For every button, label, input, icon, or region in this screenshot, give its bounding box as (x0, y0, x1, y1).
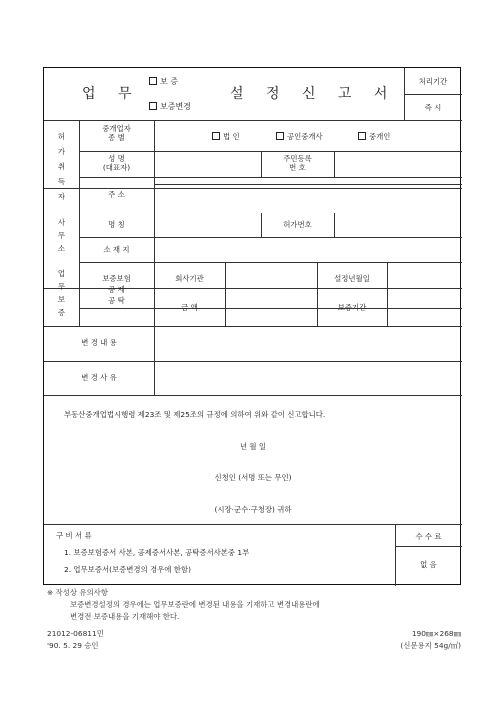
row-divider (44, 395, 462, 396)
fee-value: 없 음 (420, 560, 437, 569)
section-char: 보 (57, 295, 66, 304)
row-divider (79, 262, 462, 263)
section-char: 허 (57, 132, 66, 141)
section-applicant (44, 129, 79, 204)
col-divider (317, 262, 318, 326)
section-char: 무 (57, 282, 66, 291)
row-divider (395, 546, 462, 547)
type-option-realtor[interactable] (276, 132, 323, 141)
option-bojeung[interactable] (149, 77, 178, 87)
section-char: 득 (57, 177, 66, 186)
address-label: 주 소 (108, 190, 125, 199)
col-divider (154, 120, 155, 395)
location-label: 소 재 지 (103, 245, 130, 254)
org-label: 회사기관 (175, 274, 204, 283)
option-label: 중개인 (369, 132, 391, 141)
form-code: 21012-06811민 (47, 629, 104, 638)
notes-heading: ※ 작성상 유의사항 (47, 588, 108, 597)
type-option-corp[interactable] (212, 132, 240, 141)
option-label: 보증변경 (160, 102, 191, 111)
checkbox-icon (212, 132, 220, 140)
paper-type: (신문용지 54g/㎡) (400, 641, 461, 650)
section-char: 취 (57, 162, 66, 171)
row-divider (404, 94, 462, 95)
resident-number-label: 주민등록 번 호 (283, 154, 312, 173)
guarantee-period-label: 보증기간 (337, 303, 367, 312)
approval-date: '90. 5. 29 승인 (47, 641, 99, 650)
form-title-right: 설 정 신 고 서 (230, 86, 397, 102)
col-divider (334, 213, 335, 237)
declaration-form (43, 67, 461, 585)
documents-title: 구 비 서 류 (56, 531, 92, 540)
row-divider (44, 524, 462, 525)
checkbox-icon (149, 77, 157, 85)
biz-type-label: 중개업자 종 별 (102, 124, 131, 143)
notes-line: 보증변경설정의 경우에는 업무보증란에 변경된 내용을 기재하고 변경내용란에 (70, 600, 320, 609)
declaration-date: 년 월 일 (239, 442, 267, 451)
section-char: 업 (57, 269, 66, 278)
col-divider (334, 151, 335, 177)
declaration-statement: 부동산중개업법시행령 제23조 및 제25조의 규정에 의하여 위와 같이 신고합니다. (64, 410, 326, 419)
checkbox-icon (358, 132, 366, 140)
declaration-applicant: 신청인 (서명 또는 무인) (214, 473, 292, 482)
name-label: 성 명 (대표자) (102, 154, 131, 173)
section-char: 자 (57, 192, 66, 201)
row-divider (79, 237, 462, 238)
processing-period-label: 처리기간 (418, 77, 448, 86)
amount-label: 금 액 (181, 303, 198, 312)
row-divider (79, 151, 462, 152)
row-divider (44, 188, 462, 189)
option-label: 보 증 (160, 77, 178, 86)
fee-label: 수 수 료 (415, 532, 442, 541)
row-divider (154, 184, 462, 185)
section-guarantee (44, 267, 79, 319)
section-char: 가 (57, 147, 66, 156)
section-char: 소 (57, 244, 66, 253)
form-title-left: 업 무 (82, 86, 141, 102)
col-divider (225, 262, 226, 326)
row-divider (79, 177, 462, 178)
row-divider (44, 361, 462, 362)
type-option-broker[interactable] (358, 132, 390, 141)
guarantee-type-label: 보증보험 공 제 공 탁 (102, 274, 131, 305)
row-divider (44, 120, 462, 121)
paper-size: 190㎜×268㎜ (411, 629, 461, 638)
document-item: 2. 업무보증서(보증변경의 경우에 한함) (64, 565, 191, 574)
checkbox-icon (276, 132, 284, 140)
row-divider (79, 308, 462, 309)
option-change[interactable] (149, 102, 191, 112)
section-char: 사 (57, 218, 66, 227)
checkbox-icon (149, 102, 157, 110)
option-label: 공인중개사 (287, 132, 323, 141)
change-content-label: 변 경 내 용 (81, 338, 117, 347)
notes-line: 변경전 보증내용을 기재해야 한다. (70, 612, 180, 621)
document-item: 1. 보증보험증서 사본, 공제증서사본, 공탁증서사본중 1부 (64, 548, 250, 557)
section-char: 무 (57, 231, 66, 240)
col-divider (387, 262, 388, 326)
option-label: 법 인 (223, 132, 240, 141)
change-reason-label: 변 경 사 유 (81, 373, 117, 382)
set-date-label: 설정년월일 (334, 274, 370, 283)
row-divider (44, 326, 462, 327)
processing-period-value: 즉 시 (424, 103, 442, 112)
section-office (44, 216, 79, 255)
section-char: 증 (57, 308, 66, 317)
office-name-label: 명 칭 (108, 220, 125, 229)
declaration-recipient: (시장·군수·구청장) 귀하 (214, 505, 292, 514)
permit-number-label: 허가번호 (283, 220, 312, 229)
